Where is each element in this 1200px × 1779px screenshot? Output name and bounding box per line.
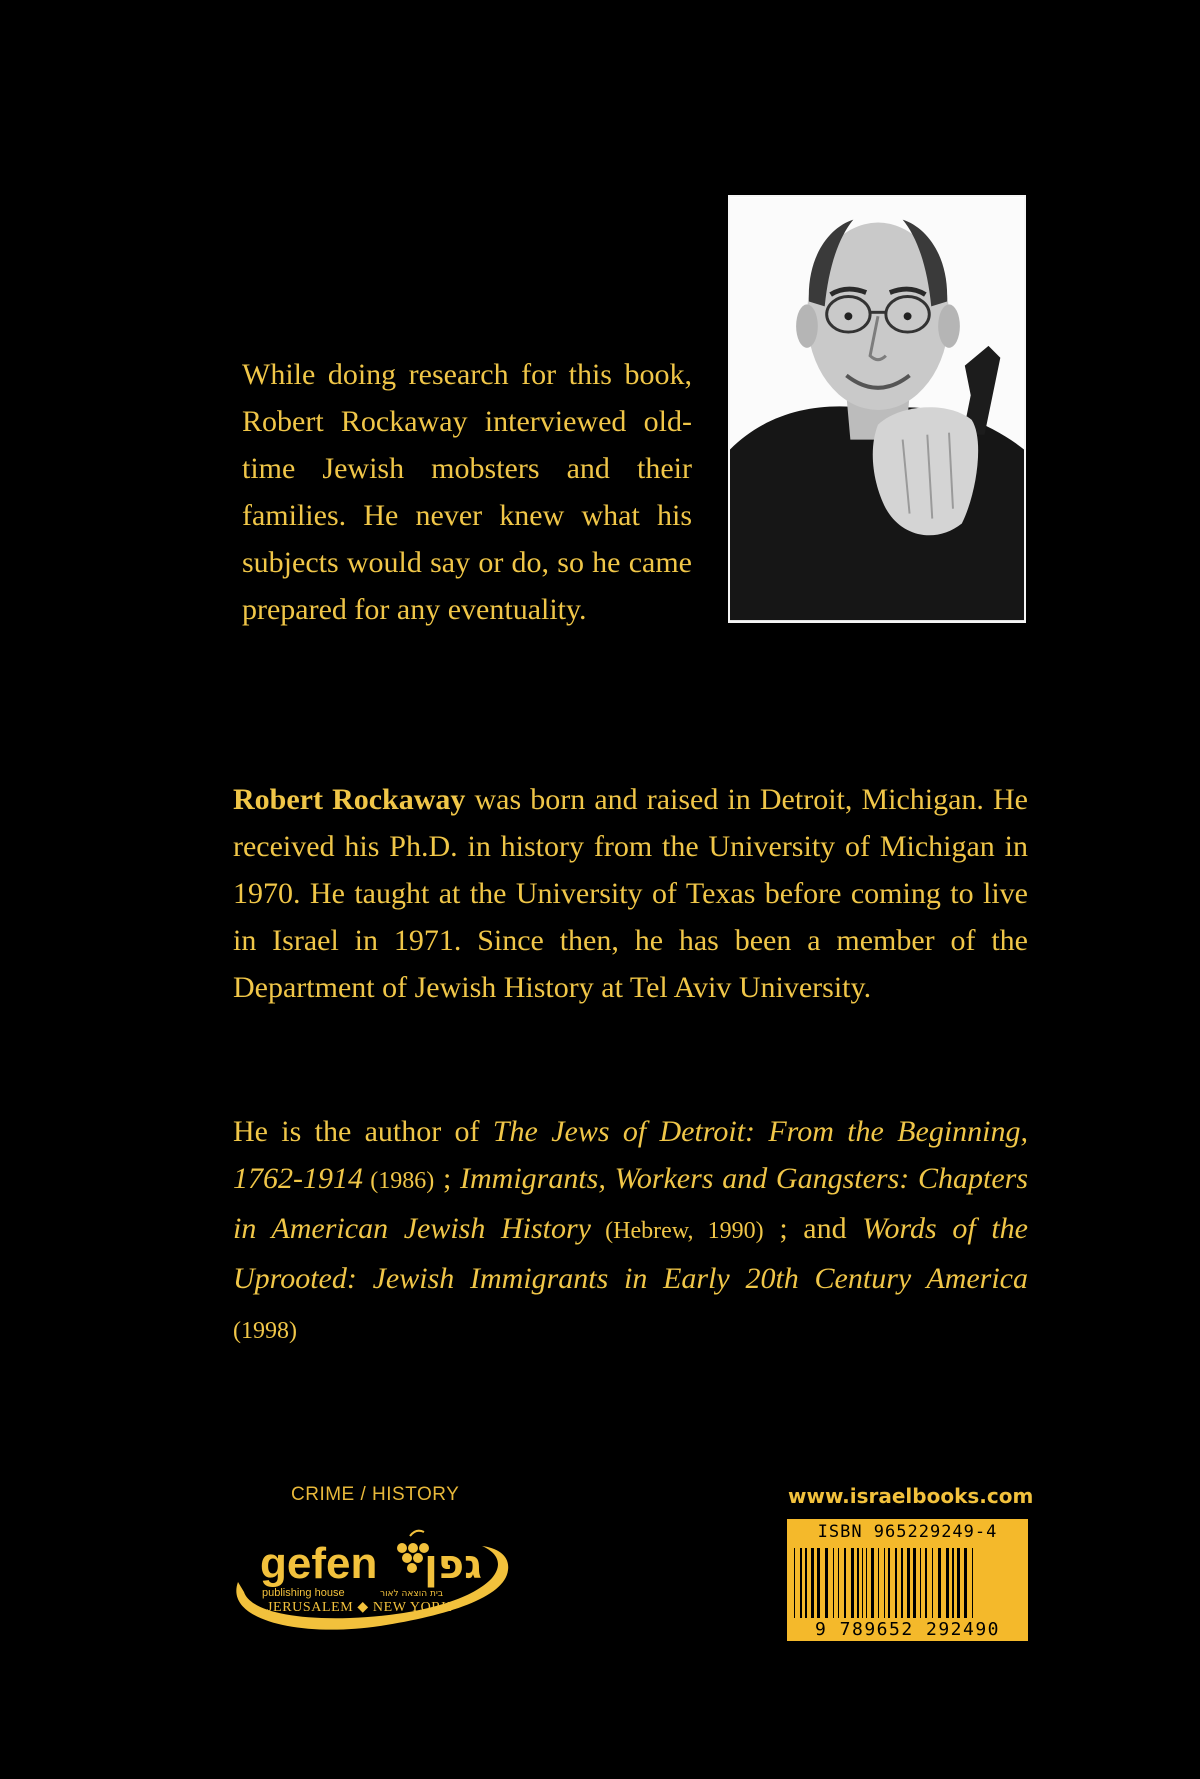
- barcode-bar: [925, 1548, 927, 1618]
- barcode-bar: [920, 1548, 921, 1618]
- publisher-hebrew-tagline: בית הוצאה לאור: [380, 1589, 444, 1599]
- book-title-1: The Jews of Detroit: From the Beginning, 1762-1914: [233, 1115, 1028, 1195]
- barcode-bar: [871, 1548, 874, 1618]
- barcode-bars: [792, 1548, 1023, 1618]
- book-note-2: (Hebrew, 1990): [591, 1218, 764, 1244]
- barcode-bar: [878, 1548, 879, 1618]
- isbn-number: ISBN 965229249-4: [817, 1522, 998, 1542]
- publisher-name: gefen: [260, 1539, 378, 1588]
- author-name: Robert Rockaway: [233, 783, 466, 816]
- barcode-bar: [957, 1548, 960, 1618]
- barcode-bar: [857, 1548, 859, 1618]
- barcode-bar: [907, 1548, 910, 1618]
- barcode-bar: [884, 1548, 885, 1618]
- photo-caption: [242, 351, 692, 633]
- book-note-3: (1998): [233, 1318, 297, 1344]
- book-category: CRIME / HISTORY: [291, 1484, 460, 1505]
- books-intro: He is the author of: [233, 1115, 493, 1148]
- caption-text: While doing research for this book, Robert Rockaway interviewed old-time Jewish mobsters and their families. He never knew what his subjects would say or do, so he came prepared for any eventuality.: [242, 358, 692, 626]
- barcode-bar: [972, 1548, 973, 1618]
- book-title-2: Immigrants, Workers and Gangsters: Chapters in American Jewish History: [233, 1162, 1028, 1245]
- publisher-tagline: publishing house: [262, 1587, 345, 1599]
- books-separator-2: ; and: [763, 1212, 863, 1245]
- barcode-bar: [844, 1548, 846, 1618]
- barcode-bar: [825, 1548, 828, 1618]
- barcode-bar: [964, 1548, 967, 1618]
- bio-paragraph: [233, 776, 1028, 1011]
- barcode-bar: [800, 1548, 802, 1618]
- books-separator-1: ;: [434, 1162, 461, 1195]
- barcode-bar: [862, 1548, 863, 1618]
- publisher-cities: JERUSALEM ◆ NEW YORK: [267, 1600, 452, 1615]
- author-bio: [233, 776, 1028, 1011]
- book-note-1: (1986): [363, 1168, 435, 1194]
- barcode-bar: [888, 1548, 890, 1618]
- barcode-bar: [866, 1548, 867, 1618]
- barcode-bar: [895, 1548, 897, 1618]
- author-books: [233, 1108, 1028, 1355]
- isbn-barcode: [787, 1519, 1028, 1641]
- author-portrait-image: [730, 197, 1024, 621]
- publisher-website[interactable]: www.israelbooks.com: [788, 1484, 1034, 1508]
- barcode-bar: [794, 1548, 795, 1618]
- barcode-bar: [805, 1548, 807, 1618]
- barcode-bar: [833, 1548, 834, 1618]
- ean-number: 9 789652 292490: [787, 1619, 1028, 1641]
- barcode-bar: [817, 1548, 820, 1618]
- bio-text: was born and raised in Detroit, Michigan. He received his Ph.D. in history from the University of Michigan in 1970. He taught at the University of Texas before coming to live in Israel in 1971. Since then, he has been a member of the Department of Jewish History at Tel Aviv University.: [233, 783, 1029, 1004]
- publisher-hebrew-name: גפן: [424, 1542, 482, 1588]
- barcode-bar: [838, 1548, 839, 1618]
- barcode-bar: [851, 1548, 854, 1618]
- barcode-bar: [952, 1548, 954, 1618]
- barcode-bar: [901, 1548, 903, 1618]
- barcode-bar: [932, 1548, 933, 1618]
- publisher-logo: [230, 1520, 520, 1640]
- barcode-bar: [811, 1548, 814, 1618]
- barcode-bar: [946, 1548, 949, 1618]
- author-photo: [728, 195, 1026, 623]
- barcode-bar: [938, 1548, 941, 1618]
- book-title-3: Words of the Uprooted: Jewish Immigrants in Early 20th Century America: [233, 1212, 1028, 1295]
- barcode-bar: [913, 1548, 916, 1618]
